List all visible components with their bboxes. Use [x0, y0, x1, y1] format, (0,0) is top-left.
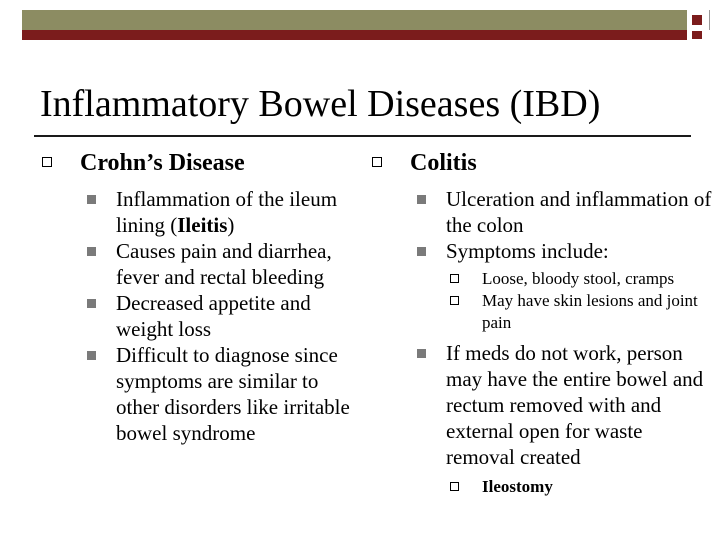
hollow-square-bullet-icon [450, 482, 459, 491]
sub-list-item: May have skin lesions and joint pain [370, 290, 715, 334]
left-heading: Crohn’s Disease [40, 146, 350, 180]
right-heading: Colitis [370, 146, 715, 180]
sub-list-item: Ileostomy [370, 476, 715, 498]
list-item: Decreased appetite and weight loss [40, 290, 350, 342]
title-divider [34, 135, 691, 137]
list-item: Difficult to diagnose since symptoms are similar to other disorders like irritable bowel syndrome [40, 342, 350, 446]
decorative-top-bar [22, 10, 709, 40]
square-bullet-icon [87, 351, 96, 360]
list-item: Causes pain and diarrhea, fever and rectal bleeding [40, 238, 350, 290]
left-column [40, 146, 350, 446]
right-column [370, 146, 715, 498]
hollow-square-bullet-icon [450, 296, 459, 305]
list-item: Ulceration and inflammation of the colon [370, 186, 715, 238]
square-bullet-icon [417, 247, 426, 256]
list-item: Symptoms include: [370, 238, 715, 264]
square-bullet-icon [87, 247, 96, 256]
hollow-square-bullet-icon [372, 157, 382, 167]
hollow-square-bullet-icon [450, 274, 459, 283]
list-item: Inflammation of the ileum lining (Ileitis) [40, 186, 350, 238]
square-bullet-icon [87, 299, 96, 308]
sub-list-item: Loose, bloody stool, cramps [370, 268, 715, 290]
square-bullet-icon [417, 195, 426, 204]
slide-title: Inflammatory Bowel Diseases (IBD) [40, 83, 601, 125]
square-bullet-icon [417, 349, 426, 358]
list-item: If meds do not work, person may have the entire bowel and rectum removed with and external open for waste removal created [370, 340, 715, 470]
square-bullet-icon [87, 195, 96, 204]
hollow-square-bullet-icon [42, 157, 52, 167]
